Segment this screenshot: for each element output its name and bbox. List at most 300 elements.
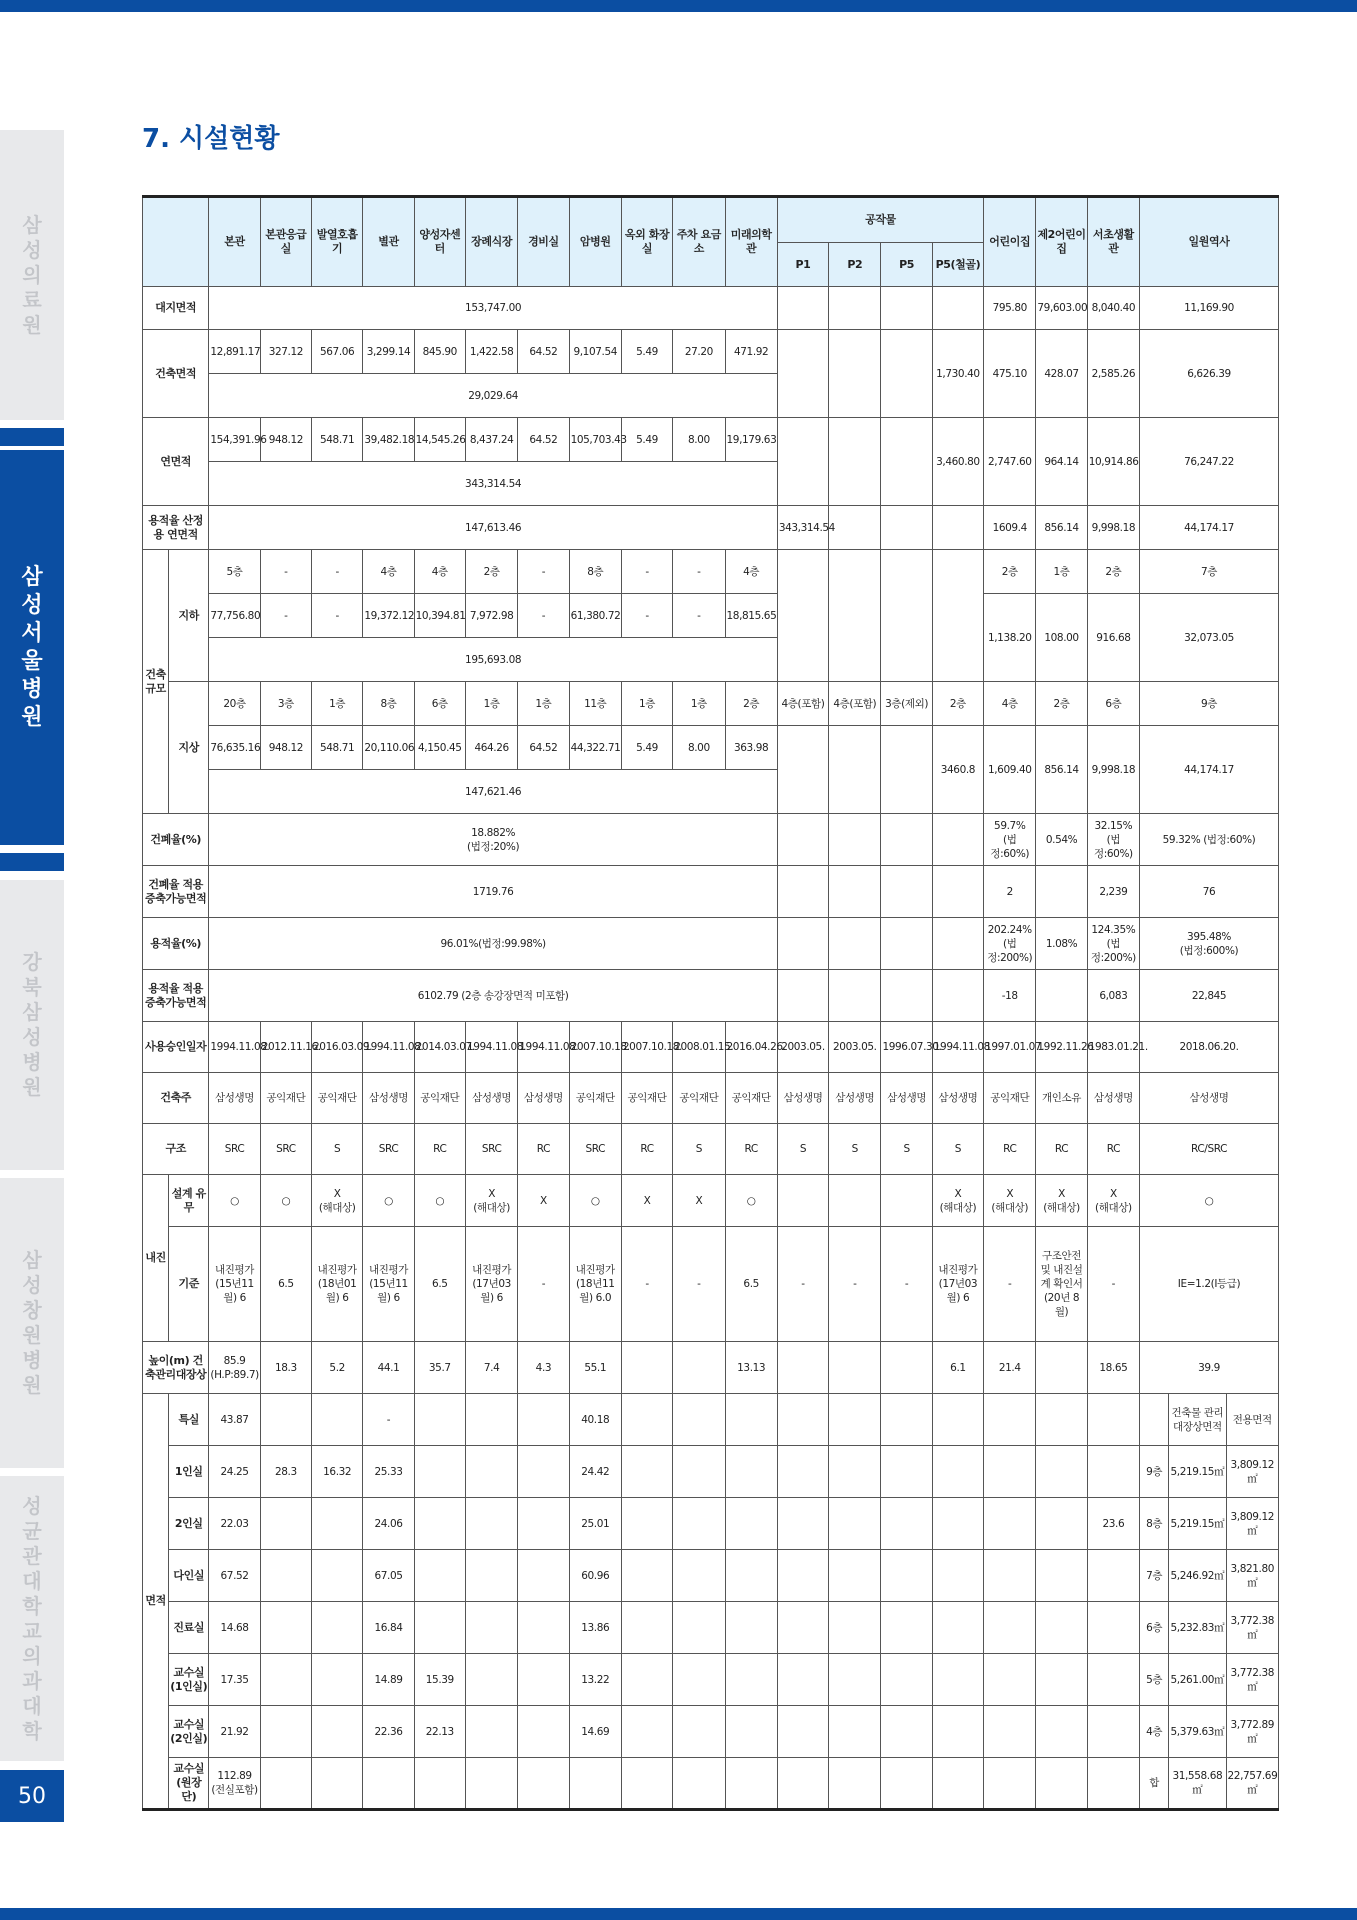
empty-cell bbox=[881, 287, 932, 330]
row-label: 건폐율 적용 증축가능면적 bbox=[143, 866, 209, 918]
empty-cell bbox=[829, 506, 881, 550]
row-label: 용적율 적용 증축가능면적 bbox=[143, 970, 209, 1022]
table-cell bbox=[465, 1758, 517, 1810]
table-cell bbox=[465, 1602, 517, 1654]
empty-cell bbox=[777, 330, 828, 418]
empty-cell bbox=[932, 1654, 983, 1706]
empty-cell bbox=[777, 1706, 828, 1758]
table-cell: 내진평가 (15년11월) 6 bbox=[363, 1227, 414, 1342]
table-cell bbox=[1087, 1446, 1139, 1498]
table-cell: 76,247.22 bbox=[1140, 418, 1279, 506]
empty-cell bbox=[1140, 1394, 1169, 1446]
table-cell: 112.89 (전실포함) bbox=[209, 1758, 260, 1810]
table-cell: 8.00 bbox=[673, 418, 725, 462]
empty-cell bbox=[725, 1706, 777, 1758]
table-cell: 202.24% (법정:200%) bbox=[984, 918, 1036, 970]
table-cell: 4층 bbox=[984, 682, 1036, 726]
table-cell: 4.3 bbox=[518, 1342, 569, 1394]
table-cell bbox=[1087, 1706, 1139, 1758]
row-label: 높이(m) 건축관리대장상 bbox=[143, 1342, 209, 1394]
empty-cell bbox=[621, 1550, 672, 1602]
table-cell bbox=[1036, 970, 1087, 1022]
table-cell: 44,174.17 bbox=[1140, 726, 1279, 814]
table-cell bbox=[312, 1550, 363, 1602]
table-cell bbox=[518, 1758, 569, 1810]
table-cell: 18,815.65 bbox=[725, 594, 777, 638]
table-cell: 삼성생명 bbox=[465, 1073, 517, 1124]
empty-cell bbox=[881, 1602, 932, 1654]
table-cell: 합 bbox=[1140, 1758, 1169, 1810]
table-cell: - bbox=[673, 1227, 725, 1342]
table-cell: 6층 bbox=[1087, 682, 1139, 726]
table-cell: - bbox=[673, 550, 725, 594]
row-label: 건축면적 bbox=[143, 330, 209, 418]
table-cell: 2,747.60 bbox=[984, 418, 1036, 506]
table-cell: 1,609.40 bbox=[984, 726, 1036, 814]
table-cell: - bbox=[673, 594, 725, 638]
table-cell: 8,040.40 bbox=[1087, 287, 1139, 330]
table-cell: 1609.4 bbox=[984, 506, 1036, 550]
empty-cell bbox=[621, 1706, 672, 1758]
table-cell: 삼성생명 bbox=[881, 1073, 932, 1124]
table-cell: 3,299.14 bbox=[363, 330, 414, 374]
table-cell: 6.5 bbox=[260, 1227, 311, 1342]
table-cell bbox=[414, 1446, 465, 1498]
table-cell bbox=[312, 1706, 363, 1758]
empty-cell bbox=[777, 1550, 828, 1602]
table-cell bbox=[569, 1758, 621, 1810]
table-cell: SRC bbox=[209, 1124, 260, 1175]
facility-table bbox=[142, 195, 1279, 1811]
empty-cell bbox=[881, 506, 932, 550]
table-cell: 2층 bbox=[465, 550, 517, 594]
table-cell: 19,372.12 bbox=[363, 594, 414, 638]
empty-cell bbox=[829, 1706, 881, 1758]
table-cell: 22.13 bbox=[414, 1706, 465, 1758]
table-cell: 6102.79 (2층 송강장면적 미포함) bbox=[209, 970, 777, 1022]
table-cell: RC bbox=[1036, 1124, 1087, 1175]
row-label: 기준 bbox=[169, 1227, 209, 1342]
table-cell: 3460.8 bbox=[932, 726, 983, 814]
empty-cell bbox=[777, 1446, 828, 1498]
table-cell: 1994.11.08. bbox=[518, 1022, 569, 1073]
table-cell: 13.13 bbox=[725, 1342, 777, 1394]
table-cell: 11,169.90 bbox=[1140, 287, 1279, 330]
table-cell: 428.07 bbox=[1036, 330, 1087, 418]
table-cell: 10,914.86 bbox=[1087, 418, 1139, 506]
empty-cell bbox=[829, 970, 881, 1022]
table-cell: SRC bbox=[363, 1124, 414, 1175]
table-cell: 147,613.46 bbox=[209, 506, 777, 550]
table-cell: 2007.10.18. bbox=[621, 1022, 672, 1073]
row-group-label: 내진 bbox=[143, 1175, 169, 1342]
table-cell: 2016.04.26. bbox=[725, 1022, 777, 1073]
empty-cell bbox=[673, 1706, 725, 1758]
row-label: 교수실 (원장단) bbox=[169, 1758, 209, 1810]
table-cell: 1,422.58 bbox=[465, 330, 517, 374]
empty-cell bbox=[881, 550, 932, 682]
table-cell bbox=[260, 1394, 311, 1446]
empty-cell bbox=[829, 418, 881, 506]
table-cell bbox=[1087, 1654, 1139, 1706]
empty-cell bbox=[621, 1602, 672, 1654]
table-cell bbox=[260, 1602, 311, 1654]
table-cell: 343,314.54 bbox=[777, 506, 828, 550]
page-number: 50 bbox=[0, 1770, 64, 1822]
empty-cell bbox=[1036, 1602, 1087, 1654]
empty-cell bbox=[777, 970, 828, 1022]
table-cell: RC/SRC bbox=[1140, 1124, 1279, 1175]
row-label: 연면적 bbox=[143, 418, 209, 506]
table-cell: 343,314.54 bbox=[209, 462, 777, 506]
table-cell: 9,998.18 bbox=[1087, 726, 1139, 814]
table-cell: 2016.03.09. bbox=[312, 1022, 363, 1073]
table-cell: ○ bbox=[260, 1175, 311, 1227]
empty-cell bbox=[1036, 1654, 1087, 1706]
table-cell: 108.00 bbox=[1036, 594, 1087, 682]
empty-cell bbox=[673, 1758, 725, 1810]
table-cell: 내진평가 (17년03월) 6 bbox=[932, 1227, 983, 1342]
empty-cell bbox=[932, 866, 983, 918]
empty-cell bbox=[673, 1550, 725, 1602]
empty-cell bbox=[881, 814, 932, 866]
empty-cell bbox=[1036, 1550, 1087, 1602]
table-cell bbox=[465, 1394, 517, 1446]
table-cell: 삼성생명 bbox=[209, 1073, 260, 1124]
table-cell: 25.01 bbox=[569, 1498, 621, 1550]
table-cell: 개인소유 bbox=[1036, 1073, 1087, 1124]
empty-cell bbox=[777, 814, 828, 866]
table-cell: - bbox=[829, 1227, 881, 1342]
row-label: 다인실 bbox=[169, 1550, 209, 1602]
empty-cell bbox=[621, 1394, 672, 1446]
column-header: P1 bbox=[777, 243, 828, 287]
table-cell: 32,073.05 bbox=[1140, 594, 1279, 682]
table-cell: 6.5 bbox=[414, 1227, 465, 1342]
table-cell: 856.14 bbox=[1036, 506, 1087, 550]
table-cell: RC bbox=[725, 1124, 777, 1175]
table-cell: 삼성생명 bbox=[518, 1073, 569, 1124]
table-cell: - bbox=[621, 1227, 672, 1342]
table-cell: 4,150.45 bbox=[414, 726, 465, 770]
table-cell: 147,621.46 bbox=[209, 770, 777, 814]
sub-header: 건축물 관리대장상면적 bbox=[1169, 1394, 1226, 1446]
table-cell: 공익재단 bbox=[673, 1073, 725, 1124]
column-header: 서초생활관 bbox=[1087, 197, 1139, 287]
empty-cell bbox=[829, 330, 881, 418]
table-cell: 공익재단 bbox=[260, 1073, 311, 1124]
table-cell: 0.54% bbox=[1036, 814, 1087, 866]
row-label: 사용승인일자 bbox=[143, 1022, 209, 1073]
table-cell: 1997.01.07. bbox=[984, 1022, 1036, 1073]
column-header: 제2어린이집 bbox=[1036, 197, 1087, 287]
table-cell: 2012.11.16. bbox=[260, 1022, 311, 1073]
table-cell: 20층 bbox=[209, 682, 260, 726]
empty-cell bbox=[673, 1498, 725, 1550]
table-cell: - bbox=[260, 550, 311, 594]
sub-header: 전용면적 bbox=[1226, 1394, 1278, 1446]
table-cell bbox=[414, 1550, 465, 1602]
table-cell: 76 bbox=[1140, 866, 1279, 918]
column-header: 경비실 bbox=[518, 197, 569, 287]
empty-cell bbox=[725, 1550, 777, 1602]
table-cell: 6,626.39 bbox=[1140, 330, 1279, 418]
table-cell bbox=[518, 1446, 569, 1498]
table-cell: X bbox=[621, 1175, 672, 1227]
table-cell: 44,322.71 bbox=[569, 726, 621, 770]
table-cell: 1층 bbox=[518, 682, 569, 726]
table-cell bbox=[312, 1394, 363, 1446]
table-cell bbox=[777, 1342, 828, 1394]
table-cell: 8층 bbox=[363, 682, 414, 726]
row-label: 구조 bbox=[143, 1124, 209, 1175]
table-cell bbox=[414, 1498, 465, 1550]
table-cell: 39.9 bbox=[1140, 1342, 1279, 1394]
empty-cell bbox=[932, 970, 983, 1022]
table-cell: 25.33 bbox=[363, 1446, 414, 1498]
table-cell: 67.05 bbox=[363, 1550, 414, 1602]
side-tab-kangbuk-samsung[interactable]: 강북삼성병원 bbox=[0, 880, 64, 1170]
table-cell: 948.12 bbox=[260, 418, 311, 462]
table-cell: 1992.11.26 bbox=[1036, 1022, 1087, 1073]
table-cell bbox=[777, 1175, 828, 1227]
empty-cell bbox=[777, 287, 828, 330]
table-cell: - bbox=[518, 1227, 569, 1342]
table-cell: 64.52 bbox=[518, 418, 569, 462]
table-cell: 16.32 bbox=[312, 1446, 363, 1498]
column-header: 미래의학관 bbox=[725, 197, 777, 287]
table-cell bbox=[312, 1602, 363, 1654]
empty-cell bbox=[621, 1758, 672, 1810]
table-cell: 공익재단 bbox=[569, 1073, 621, 1124]
table-cell: 공익재단 bbox=[984, 1073, 1036, 1124]
empty-cell bbox=[777, 726, 828, 814]
row-label: 지하 bbox=[169, 550, 209, 682]
table-cell: RC bbox=[984, 1124, 1036, 1175]
table-cell: 1994.11.08. bbox=[209, 1022, 260, 1073]
side-tab-samsung-medical[interactable]: 삼성의료원 bbox=[0, 130, 64, 420]
empty-cell bbox=[881, 418, 932, 506]
table-cell: 11층 bbox=[569, 682, 621, 726]
table-cell: 14,545.26 bbox=[414, 418, 465, 462]
table-cell: 20,110.06 bbox=[363, 726, 414, 770]
empty-cell bbox=[932, 1602, 983, 1654]
table-cell: 14.69 bbox=[569, 1706, 621, 1758]
empty-cell bbox=[829, 1758, 881, 1810]
table-cell bbox=[1036, 866, 1087, 918]
row-label: 교수실 (1인실) bbox=[169, 1654, 209, 1706]
table-cell bbox=[518, 1654, 569, 1706]
table-cell: 548.71 bbox=[312, 418, 363, 462]
empty-cell bbox=[621, 1498, 672, 1550]
table-cell: 64.52 bbox=[518, 330, 569, 374]
table-cell: 153,747.00 bbox=[209, 287, 777, 330]
empty-cell bbox=[881, 1446, 932, 1498]
column-header: 옥외 화장실 bbox=[621, 197, 672, 287]
table-cell: 2007.10.18. bbox=[569, 1022, 621, 1073]
empty-cell bbox=[829, 550, 881, 682]
table-cell: 공익재단 bbox=[414, 1073, 465, 1124]
column-header: P5 bbox=[881, 243, 932, 287]
table-cell: S bbox=[829, 1124, 881, 1175]
side-tab-changwon-samsung[interactable]: 삼성창원병원 bbox=[0, 1178, 64, 1468]
table-cell: X bbox=[673, 1175, 725, 1227]
table-cell: 5,232.83㎡ bbox=[1169, 1602, 1226, 1654]
table-cell: 124.35% (법정:200%) bbox=[1087, 918, 1139, 970]
empty-cell bbox=[725, 1654, 777, 1706]
table-cell bbox=[465, 1446, 517, 1498]
table-cell: 32.15% (법정:60%) bbox=[1087, 814, 1139, 866]
table-cell bbox=[1087, 1394, 1139, 1446]
empty-cell bbox=[881, 1550, 932, 1602]
side-tab-samsung-seoul[interactable]: 삼성서울병원 bbox=[0, 450, 64, 845]
side-divider bbox=[0, 853, 64, 871]
table-cell: 1층 bbox=[465, 682, 517, 726]
table-cell: 21.92 bbox=[209, 1706, 260, 1758]
table-cell: 3,772.89㎡ bbox=[1226, 1706, 1278, 1758]
empty-cell bbox=[829, 814, 881, 866]
table-cell: 55.1 bbox=[569, 1342, 621, 1394]
table-cell: 14.68 bbox=[209, 1602, 260, 1654]
column-header: P5(철골) bbox=[932, 243, 983, 287]
table-cell: 5,219.15㎡ bbox=[1169, 1498, 1226, 1550]
table-cell: 2층 bbox=[725, 682, 777, 726]
table-cell: ○ bbox=[725, 1175, 777, 1227]
table-cell: 96.01%(법정:99.98%) bbox=[209, 918, 777, 970]
table-cell: 27.20 bbox=[673, 330, 725, 374]
table-cell: 1,138.20 bbox=[984, 594, 1036, 682]
table-cell: ○ bbox=[1140, 1175, 1279, 1227]
table-cell: 856.14 bbox=[1036, 726, 1087, 814]
table-cell bbox=[465, 1706, 517, 1758]
table-cell: 14.89 bbox=[363, 1654, 414, 1706]
table-cell bbox=[518, 1498, 569, 1550]
table-cell: 7,972.98 bbox=[465, 594, 517, 638]
column-header: 일원역사 bbox=[1140, 197, 1279, 287]
table-cell: 22.36 bbox=[363, 1706, 414, 1758]
table-cell: 2,585.26 bbox=[1087, 330, 1139, 418]
column-header: 발열호흡기 bbox=[312, 197, 363, 287]
table-cell: 1층 bbox=[312, 682, 363, 726]
column-header: P2 bbox=[829, 243, 881, 287]
table-cell: 18.65 bbox=[1087, 1342, 1139, 1394]
table-cell: 5,219.15㎡ bbox=[1169, 1446, 1226, 1498]
table-cell: 85.9 (H.P:89.7) bbox=[209, 1342, 260, 1394]
table-cell: 395.48% (법정:600%) bbox=[1140, 918, 1279, 970]
table-cell: 4층(포함) bbox=[829, 682, 881, 726]
table-cell: ○ bbox=[569, 1175, 621, 1227]
table-cell: 22,757.69㎡ bbox=[1226, 1758, 1278, 1810]
empty-cell bbox=[621, 1654, 672, 1706]
table-cell: 1996.07.30. bbox=[881, 1022, 932, 1073]
table-cell bbox=[414, 1602, 465, 1654]
table-cell: 105,703.43 bbox=[569, 418, 621, 462]
empty-cell bbox=[777, 918, 828, 970]
table-cell: 3,821.80㎡ bbox=[1226, 1550, 1278, 1602]
column-header: 장례식장 bbox=[465, 197, 517, 287]
table-cell: 5.49 bbox=[621, 330, 672, 374]
empty-cell bbox=[881, 970, 932, 1022]
table-cell bbox=[518, 1550, 569, 1602]
table-cell: 9층 bbox=[1140, 682, 1279, 726]
table-cell: 363.98 bbox=[725, 726, 777, 770]
empty-cell bbox=[829, 1654, 881, 1706]
table-cell: 2,239 bbox=[1087, 866, 1139, 918]
column-group-header: 공작물 bbox=[777, 197, 983, 243]
row-group-label: 면적 bbox=[143, 1394, 169, 1810]
table-cell: 13.22 bbox=[569, 1654, 621, 1706]
table-cell: 6.1 bbox=[932, 1342, 983, 1394]
page-title: 7. 시설현황 bbox=[142, 124, 280, 154]
table-cell: 948.12 bbox=[260, 726, 311, 770]
empty-cell bbox=[932, 1498, 983, 1550]
table-cell: 17.35 bbox=[209, 1654, 260, 1706]
empty-cell bbox=[984, 1498, 1036, 1550]
row-label: 용적율 산정용 연면적 bbox=[143, 506, 209, 550]
table-cell: 2014.03.07. bbox=[414, 1022, 465, 1073]
table-cell: 5,379.63㎡ bbox=[1169, 1706, 1226, 1758]
empty-cell bbox=[829, 287, 881, 330]
table-cell: 195,693.08 bbox=[209, 638, 777, 682]
empty-cell bbox=[1036, 1706, 1087, 1758]
side-tab-skku-medicine[interactable]: 성균관대학교 의과대학 bbox=[0, 1476, 64, 1761]
table-cell: 5,261.00㎡ bbox=[1169, 1654, 1226, 1706]
empty-cell bbox=[932, 814, 983, 866]
row-label: 설계 유무 bbox=[169, 1175, 209, 1227]
empty-cell bbox=[1036, 1394, 1087, 1446]
table-cell: X (해대상) bbox=[465, 1175, 517, 1227]
empty-cell bbox=[725, 1498, 777, 1550]
table-cell: - bbox=[363, 1394, 414, 1446]
table-cell bbox=[621, 1342, 672, 1394]
table-cell: 76,635.16 bbox=[209, 726, 260, 770]
empty-cell bbox=[984, 1602, 1036, 1654]
table-cell: 13.86 bbox=[569, 1602, 621, 1654]
empty-cell bbox=[932, 550, 983, 682]
table-cell: X (해대상) bbox=[1036, 1175, 1087, 1227]
empty-cell bbox=[777, 1654, 828, 1706]
table-cell: 3층 bbox=[260, 682, 311, 726]
table-cell: 18.3 bbox=[260, 1342, 311, 1394]
table-cell: 9,107.54 bbox=[569, 330, 621, 374]
table-cell bbox=[1087, 1758, 1139, 1810]
table-cell: 15.39 bbox=[414, 1654, 465, 1706]
empty-cell bbox=[829, 866, 881, 918]
table-cell: 7층 bbox=[1140, 1550, 1169, 1602]
table-cell: - bbox=[312, 594, 363, 638]
bottom-accent-bar bbox=[0, 1908, 1357, 1920]
empty-cell bbox=[829, 1498, 881, 1550]
empty-cell bbox=[932, 1446, 983, 1498]
table-cell: X (해대상) bbox=[984, 1175, 1036, 1227]
row-label: 용적율(%) bbox=[143, 918, 209, 970]
empty-cell bbox=[881, 330, 932, 418]
empty-cell bbox=[984, 1394, 1036, 1446]
table-cell: 28.3 bbox=[260, 1446, 311, 1498]
empty-cell bbox=[829, 1602, 881, 1654]
table-cell: 삼성생명 bbox=[932, 1073, 983, 1124]
table-cell: 2018.06.20. bbox=[1140, 1022, 1279, 1073]
table-cell bbox=[312, 1758, 363, 1810]
row-label: 진료실 bbox=[169, 1602, 209, 1654]
table-cell: 6층 bbox=[1140, 1602, 1169, 1654]
table-cell: 31,558.68㎡ bbox=[1169, 1758, 1226, 1810]
empty-cell bbox=[1036, 1758, 1087, 1810]
table-cell: 22.03 bbox=[209, 1498, 260, 1550]
table-cell bbox=[312, 1498, 363, 1550]
table-cell: 916.68 bbox=[1087, 594, 1139, 682]
table-cell: SRC bbox=[260, 1124, 311, 1175]
